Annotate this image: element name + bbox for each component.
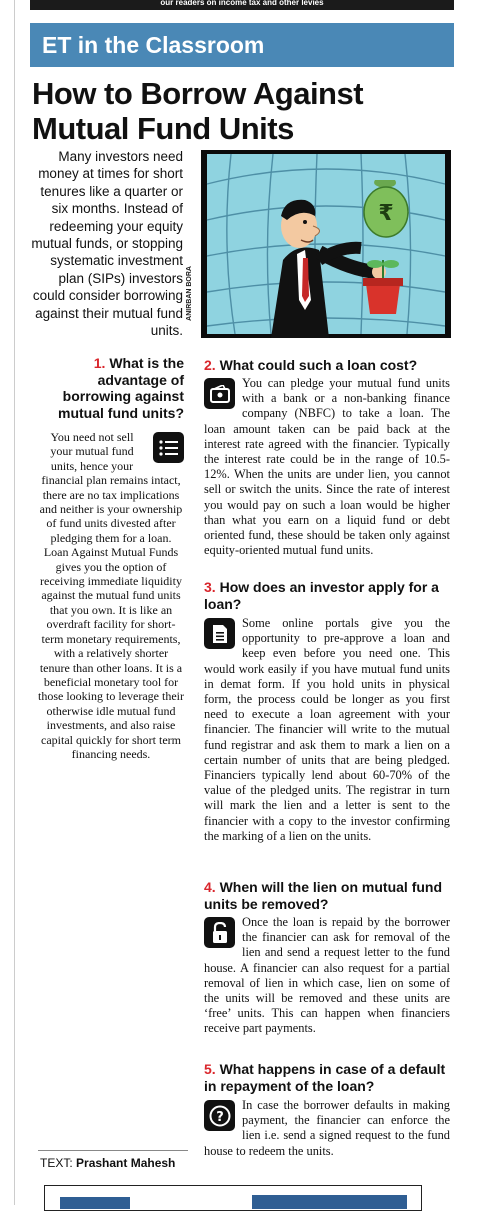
illustration-svg — [201, 150, 451, 338]
q2-body-block — [204, 376, 450, 558]
wallet-icon — [204, 378, 235, 409]
q1-number: 1. — [93, 355, 106, 371]
q4-body-block — [204, 915, 450, 1037]
q3-body-block — [204, 616, 450, 844]
q4-heading — [204, 879, 452, 912]
q3-number: 3. — [204, 579, 216, 595]
text-credit — [40, 1156, 175, 1170]
q2-heading — [204, 357, 452, 374]
q2-title: What could such a loan cost? — [219, 357, 418, 373]
section-title: ET in the Classroom — [30, 23, 454, 67]
q1-body: You need not sell your mutual fund units, hence your financial plan remains intact, there are no tax implications and neither is your ownership of fund units divested after pledging them for a loan. Loan Against Mutual Funds gives you the option of receiving immediate liquidity against the mutual fund units that you own. It is like an overdraft facility for short-term monetary requirements, with a relatively shorter tenure than other loans. It is a beneficial monetary tool for those looking to leverage their otherwise idle mutual fund investments, and also raise capital quickly for short term financing needs. — [38, 430, 184, 761]
svg-text:₹: ₹ — [378, 201, 394, 226]
q2-number: 2. — [204, 357, 216, 373]
q5-number: 5. — [204, 1061, 216, 1077]
headline: How to Borrow Against Mutual Fund Units — [32, 76, 364, 146]
q3-body: Some online portals give you the opportunity to pre-approve a loan and keep even before you need one. This would work easily if you have mutual fund units in demat form. If you hold units in physical form, the process could be longer as you first need to execute a loan agreement with your financier. The financier will write to the mutual fund registrar and ask them to mark a lien on a certain number of units that are being pledged. Financiers typically lend about 60-70% of the value of the pledged units. The registrar in turn will mark the lien and a letter is sent to the financier with a copy to the investor confirming the marking of a lien on the units. — [204, 616, 450, 843]
document-icon — [204, 618, 235, 649]
page-edge-line — [14, 0, 15, 1205]
text-credit-label: TEXT: — [40, 1156, 73, 1170]
intro-text: Many investors need money at times for short tenures like a quarter or six months. Instead of redeeming your equity mutual funds, or stopping systematic investment plan (SIPs) investors could consider borrowing against their mutual fund units. — [31, 149, 183, 339]
q1-heading — [48, 355, 184, 421]
q5-heading — [204, 1061, 452, 1094]
q5-body-block — [204, 1098, 450, 1159]
q2-body: You can pledge your mutual fund units with a bank or a non-banking finance company (NBFC) to take a loan. The loan amount taken can be paid back at the interest rate agreed with the financier. Typically the interest rate could be in the range of 10.5-12%. When the units are under lien, you cannot sell or switch the units. Since the rate of interest you would pay on such a loan would be higher than what you earn on a liquid fund or debt oriented fund, these should be taken only against equity-oriented mutual fund units. — [204, 376, 450, 558]
credit-rule — [38, 1150, 188, 1151]
top-banner: our readers on income tax and other levies — [30, 0, 454, 10]
q5-title: What happens in case of a default in repayment of the loan? — [204, 1061, 446, 1094]
svg-text:?: ? — [215, 1109, 224, 1125]
q4-number: 4. — [204, 879, 216, 895]
unlock-icon — [204, 917, 235, 948]
q4-body: Once the loan is repaid by the borrower the financier can ask for removal of the lien and send a request letter to the fund house. A financier can also request for a partial removal of lien in which case, lien on some of the units will be removed and these units are ‘free’ units. This can happen when financiers receive part payments. — [204, 915, 450, 1036]
text-credit-author: Prashant Mahesh — [76, 1156, 176, 1170]
q3-heading — [204, 579, 452, 612]
list-icon — [153, 432, 184, 463]
illustration-credit: ANIRBAN BORA — [186, 266, 193, 321]
illustration — [201, 150, 451, 338]
q5-body: In case the borrower defaults in making payment, the financier can enforce the lien i.e. send a signed request to the fund house to redeem the units. — [204, 1098, 450, 1158]
q3-title: How does an investor apply for a loan? — [204, 579, 439, 612]
question-icon — [204, 1100, 235, 1131]
q1-body-block — [38, 430, 184, 761]
bottom-advert-shape-left — [60, 1197, 130, 1209]
bottom-advert-shape-right — [252, 1195, 407, 1209]
q1-title: What is the advantage of borrowing against mutual fund units? — [58, 355, 184, 421]
q4-title: When will the lien on mutual fund units be removed? — [204, 879, 443, 912]
